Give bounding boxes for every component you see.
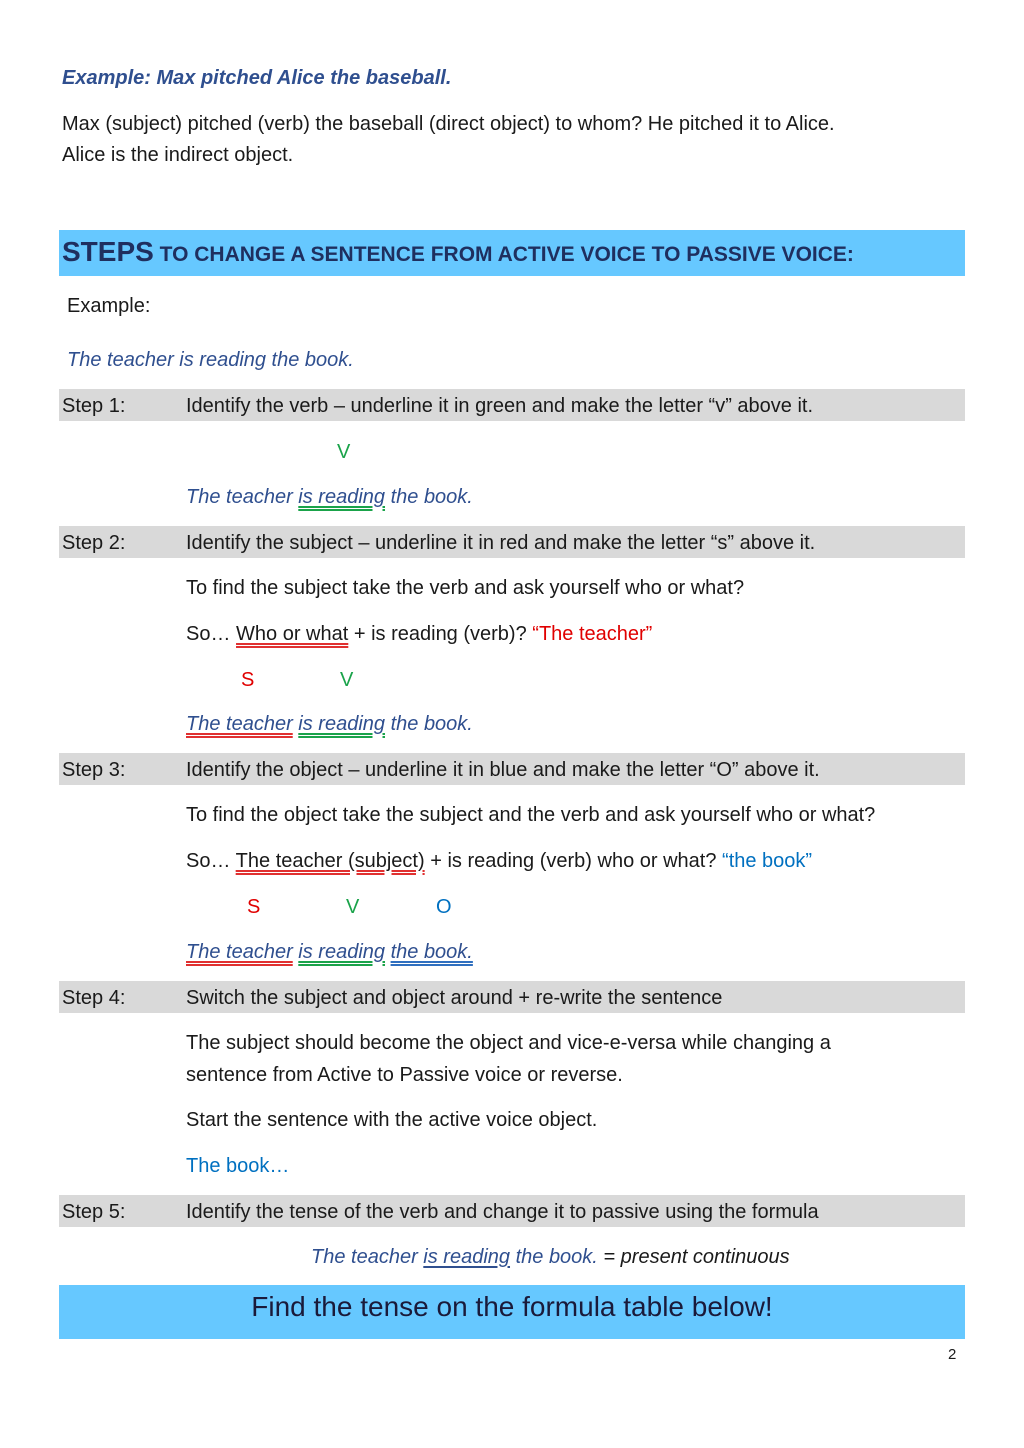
step-1-text: Identify the verb – underline it in green and make the letter “v” above it. (186, 395, 814, 417)
letter-v: V (346, 896, 360, 918)
sentence-verb: is reading (298, 486, 386, 508)
step-5-sentence (311, 1245, 790, 1269)
banner-text: Find the tense on the formula table below! (251, 1291, 773, 1322)
sentence-subject: The teacher (311, 1246, 418, 1268)
step-3-find: To find the object take the subject and the verb and ask yourself who or what? (186, 804, 876, 826)
step-3-so-line: So… The teacher (subject) + is reading (verb) who or what? “the book” (186, 850, 813, 872)
intro-line-1: Max (subject) pitched (verb) the baseball (direct object) to whom? He pitched it to Alice. (62, 113, 835, 135)
step-3-text: Identify the object – underline it in blue and make the letter “O” above it. (186, 759, 820, 781)
example-label: Example: (67, 295, 151, 317)
sentence-object: the book. (390, 713, 473, 735)
steps-header-rest: TO CHANGE A SENTENCE FROM ACTIVE VOICE TO PASSIVE VOICE: (153, 243, 854, 266)
sentence-subject: The teacher (186, 713, 293, 735)
sentence-verb: is reading (423, 1246, 511, 1268)
step-2-find: To find the subject take the verb and ask yourself who or what? (186, 577, 745, 599)
step-1-label: Step 1: (62, 395, 126, 417)
sentence-object: the book. (390, 941, 473, 963)
example-sentence: The teacher is reading the book. (67, 349, 354, 371)
step-2-text: Identify the subject – underline it in red and make the letter “s” above it. (186, 532, 816, 554)
step-2-so-line: So… Who or what + is reading (verb)? “The teacher” (186, 623, 653, 645)
step-5-text: Identify the tense of the verb and change it to passive using the formula (186, 1201, 819, 1223)
letter-s: S (247, 896, 261, 918)
sentence-verb: is reading (298, 713, 386, 735)
sentence-verb: is reading (298, 941, 386, 963)
sentence-subject: The teacher (186, 941, 293, 963)
step-4-text: Switch the subject and object around + re-write the sentence (186, 987, 723, 1009)
sentence-subject: The teacher (186, 486, 293, 508)
letter-v: V (340, 669, 354, 691)
tense-label: = present continuous (597, 1246, 790, 1268)
step-4-line-3: Start the sentence with the active voice object. (186, 1109, 598, 1131)
step-2-label: Step 2: (62, 532, 126, 554)
step-5-label: Step 5: (62, 1201, 126, 1223)
letter-o: O (436, 896, 452, 918)
step-4-label: Step 4: (62, 987, 126, 1009)
page-number: 2 (948, 1346, 957, 1363)
sentence-object: the book. (515, 1246, 598, 1268)
letter-v: V (337, 441, 351, 463)
subject-phrase: The teacher (subject) (235, 850, 425, 872)
steps-header (62, 236, 854, 268)
letter-s: S (241, 669, 255, 691)
sentence-object: the book. (390, 486, 473, 508)
step-2-answer: “The teacher” (532, 623, 653, 645)
intro-line-2: Alice is the indirect object. (62, 144, 294, 166)
step-4-line-2: sentence from Active to Passive voice or reverse. (186, 1064, 623, 1086)
step-1-sentence (186, 485, 473, 509)
step-4-line-4: The book… (186, 1155, 290, 1177)
step-3-label: Step 3: (62, 759, 126, 781)
step-3-sentence (186, 940, 473, 964)
step-4-line-1: The subject should become the object and vice-e-versa while changing a (186, 1032, 831, 1054)
step-3-answer: “the book” (722, 850, 813, 872)
steps-header-big: STEPS (62, 236, 154, 267)
example-title: Example: Max pitched Alice the baseball. (62, 67, 452, 89)
step-2-sentence (186, 712, 473, 736)
who-or-what: Who or what (236, 623, 349, 645)
